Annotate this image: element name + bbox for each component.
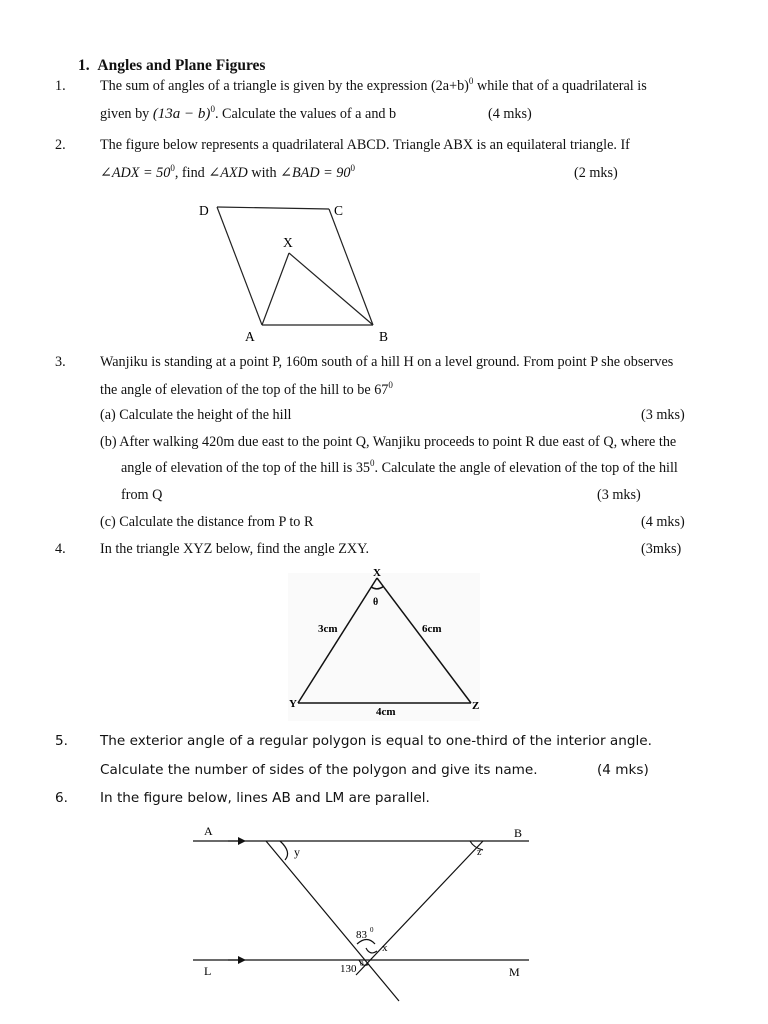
q1-marks: (4 mks)	[488, 106, 532, 122]
q2-label-c: C	[334, 203, 344, 218]
q3a-text: (a) Calculate the height of the hill	[100, 407, 292, 423]
q4-number: 4.	[55, 541, 66, 557]
q2-label-x: X	[283, 235, 293, 250]
q6-label-l: L	[204, 964, 212, 978]
q4-label-theta: θ	[373, 597, 379, 608]
q3-line1: Wanjiku is standing at a point P, 160m south of a hill H on a level ground. From point P she observes	[100, 354, 674, 370]
q6-label-130: 130	[340, 963, 357, 975]
q2-label-d: D	[199, 203, 209, 218]
q4-marks: (3mks)	[641, 541, 682, 557]
q2-label-a: A	[245, 329, 255, 344]
q3b-line2-tail: . Calculate the angle of elevation of the top of the hill	[374, 460, 678, 476]
q6-label-b: B	[514, 826, 523, 840]
q1-line1-text: The sum of angles of a triangle is given by the expression (2a+b)	[100, 78, 469, 94]
q6-angle-x-arc	[366, 948, 377, 953]
q6-label-z: z	[477, 847, 482, 858]
q1-degree-sup: 0	[468, 76, 474, 86]
q3-line2-text: the angle of elevation of the top of the hill to be 67	[100, 382, 389, 398]
q3-line2-sup: 0	[388, 380, 393, 390]
q3b-line2-text: angle of elevation of the top of the hill is 35	[121, 460, 371, 476]
section-number: 1.	[78, 57, 90, 74]
q2-find-text: , find	[174, 165, 209, 181]
q2-number: 2.	[55, 137, 66, 153]
q6-label-a: A	[204, 824, 213, 838]
q2-with-text: with	[247, 165, 281, 181]
q2-angle-axd: ∠AXD	[208, 165, 248, 181]
q4-label-6cm: 6cm	[422, 623, 442, 635]
q6-angle-y-arc	[280, 841, 288, 860]
q1-expression: (13a − b)	[152, 106, 211, 122]
q2-line1: The figure below represents a quadrilateral ABCD. Triangle ABX is an equilateral triangle. If	[100, 137, 630, 153]
q4-text: In the triangle XYZ below, find the angle ZXY.	[100, 541, 370, 557]
q1-expression-sup: 0	[210, 104, 215, 114]
q3a-marks: (3 mks)	[641, 407, 685, 423]
q3c-text: (c) Calculate the distance from P to R	[100, 514, 314, 530]
q3-number: 3.	[55, 354, 66, 370]
q6-label-83: 83	[356, 929, 367, 941]
q5-line2: Calculate the number of sides of the polygon and give its name.	[100, 762, 538, 778]
q5-marks: (4 mks)	[597, 762, 649, 778]
q6-label-130-deg: 0	[360, 960, 364, 968]
q4-label-z: Z	[472, 700, 480, 712]
q3b-marks: (3 mks)	[597, 487, 641, 503]
q6-text: In the figure below, lines AB and LM are parallel.	[100, 790, 430, 806]
q6-label-83-deg: 0	[370, 926, 374, 934]
q4-label-3cm: 3cm	[318, 623, 338, 635]
q5-line1: The exterior angle of a regular polygon is equal to one-third of the interior angle.	[100, 733, 652, 749]
q3b-line1: (b) After walking 420m due east to the point Q, Wanjiku proceeds to point R due east of Q, where the	[100, 434, 677, 450]
q2-label-b: B	[379, 329, 389, 344]
q6-label-m: M	[509, 965, 520, 979]
q1-number: 1.	[55, 78, 66, 94]
q6-transversal-2	[356, 841, 483, 975]
q4-label-y: Y	[289, 698, 297, 710]
q3b-line3: from Q	[121, 487, 163, 503]
q2-angle-adx-sup: 0	[170, 163, 175, 173]
q4-label-4cm: 4cm	[376, 706, 396, 718]
section-title-text: Angles and Plane Figures	[97, 57, 266, 74]
q6-label-x: x	[382, 942, 388, 954]
q2-angle-adx: ∠ADX = 50	[100, 165, 171, 181]
q3b-line2-sup: 0	[370, 458, 375, 468]
q1-line2-tail: . Calculate the values of a and b	[214, 106, 397, 122]
q3c-marks: (4 mks)	[641, 514, 685, 530]
q6-transversal-1	[266, 841, 399, 1001]
q1-line2-text: given by	[100, 106, 153, 122]
q4-label-x: X	[373, 567, 381, 579]
q2-marks: (2 mks)	[574, 165, 618, 181]
q5-number: 5.	[55, 733, 68, 749]
q6-number: 6.	[55, 790, 68, 806]
q2-angle-bad: ∠BAD = 90	[280, 165, 351, 181]
q1-line1-tail: while that of a quadrilateral is	[473, 78, 647, 94]
q2-angle-bad-sup: 0	[350, 163, 355, 173]
q6-label-y: y	[294, 845, 300, 859]
